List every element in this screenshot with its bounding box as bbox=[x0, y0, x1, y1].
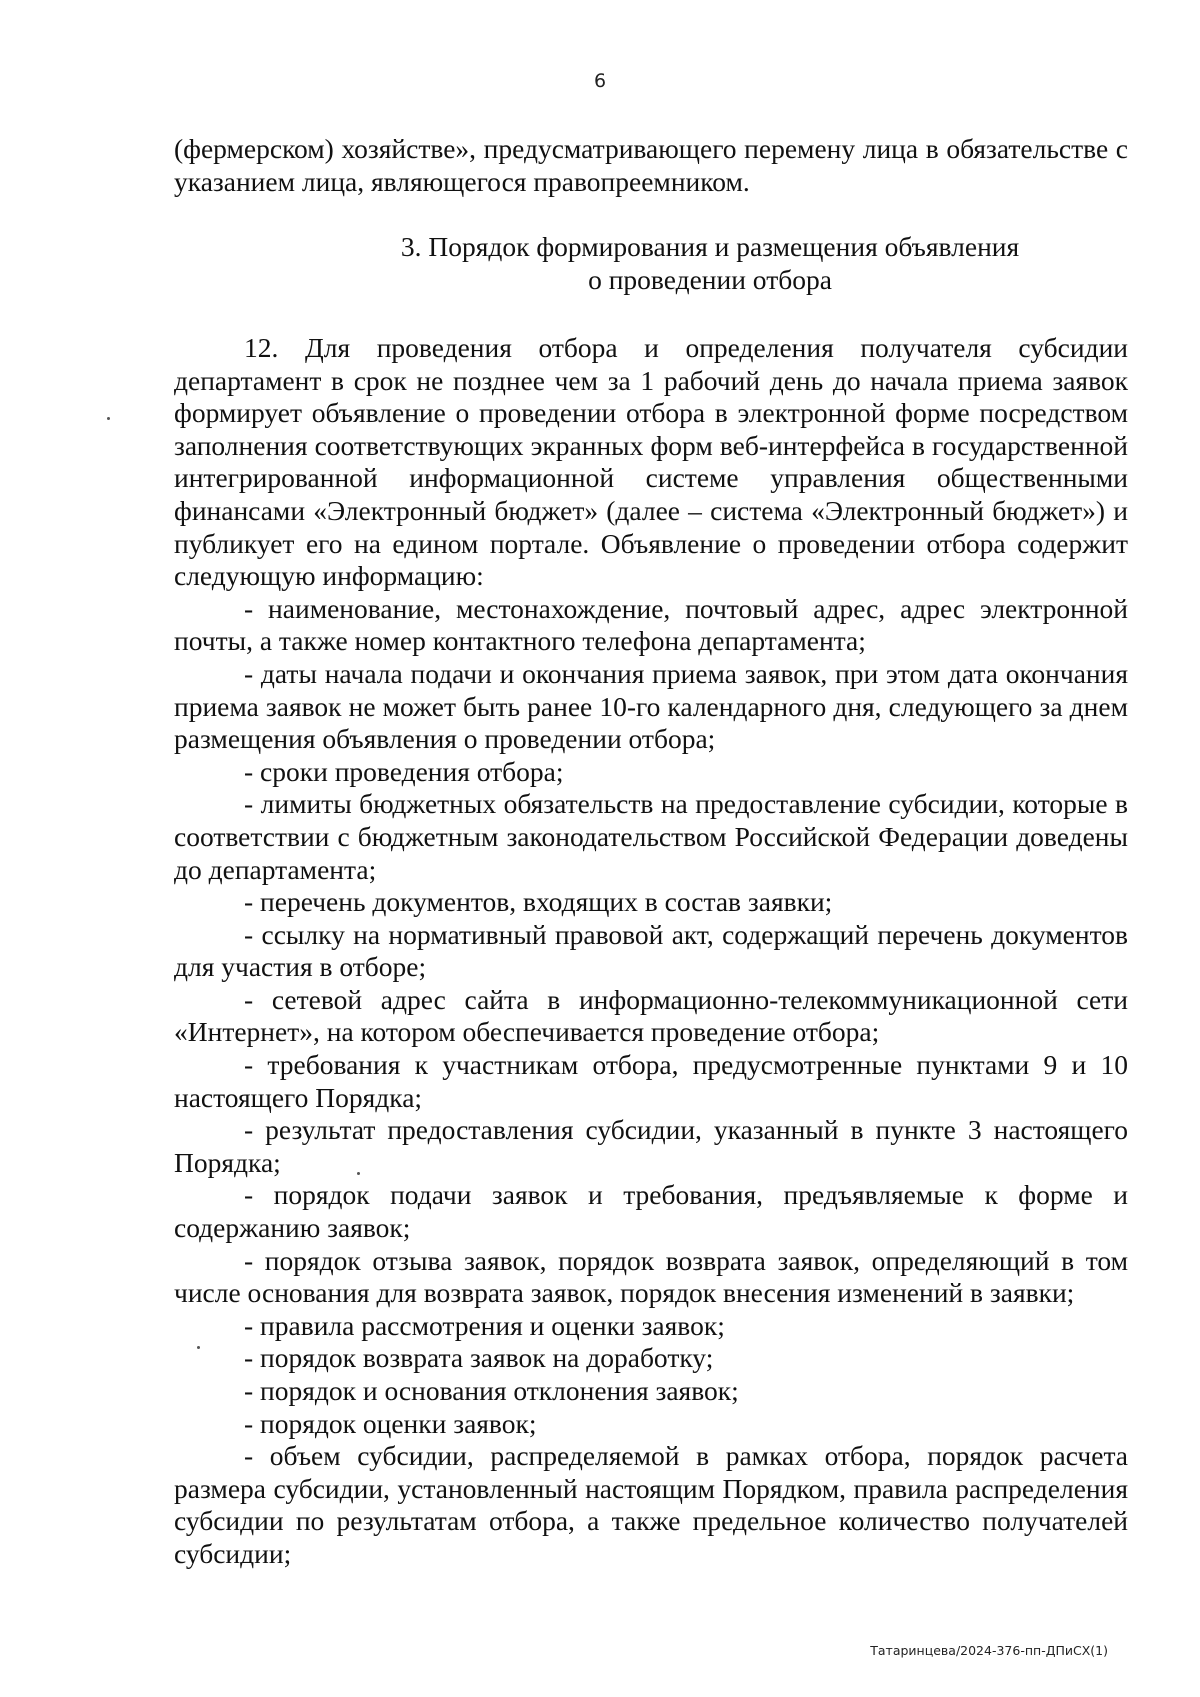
list-item: - даты начала подачи и окончания приема заявок, при этом дата окончания приема заявок не может быть ранее 10-го календарного дня, следующего за днем размещения объявления о проведении отбора; bbox=[174, 657, 1128, 755]
list-item: - сроки проведения отбора; bbox=[244, 755, 564, 787]
list-item: - правила рассмотрения и оценки заявок; bbox=[244, 1309, 725, 1341]
section-heading bbox=[300, 231, 1120, 296]
scan-speck bbox=[197, 1346, 200, 1349]
paragraph-12: 12. Для проведения отбора и определения получателя субсидии департамент в срок не позднее чем за 1 рабочий день до начала приема заявок формирует объявление о проведении отбора в электронной форме посредством заполнения соответствующих экранных форм веб-интерфейса в государственной интегрированной информационной системе управления общественными финансами «Электронный бюджет» (далее – система «Электронный бюджет») и публикует его на едином портале. Объявление о проведении отбора содержит следующую информацию: bbox=[174, 332, 1128, 592]
list-item: - порядок возврата заявок на доработку; bbox=[244, 1342, 714, 1374]
page-number: 6 bbox=[593, 70, 607, 92]
list-item: - лимиты бюджетных обязательств на предоставление субсидии, которые в соответствии с бюджетным законодательством Российской Федерации доведены до департамента; bbox=[174, 788, 1128, 885]
list-item: - наименование, местонахождение, почтовый адрес, адрес электронной почты, а также номер контактного телефона департамента; bbox=[174, 592, 1128, 657]
section-heading-line2: о проведении отбора bbox=[588, 263, 832, 295]
scan-speck bbox=[107, 417, 110, 420]
list-item: - порядок отзыва заявок, порядок возврата заявок, определяющий в том числе основания для возврата заявок, порядок внесения изменений в заявки; bbox=[174, 1244, 1128, 1309]
list-item: - требования к участникам отбора, предусмотренные пунктами 9 и 10 настоящего Порядка; bbox=[174, 1049, 1128, 1113]
list-item: - порядок оценки заявок; bbox=[244, 1407, 537, 1439]
list-item: - сетевой адрес сайта в информационно-телекоммуникационной сети «Интернет», на котором обеспечивается проведение отбора; bbox=[174, 983, 1128, 1048]
list-item: - порядок подачи заявок и требования, предъявляемые к форме и содержанию заявок; bbox=[174, 1179, 1128, 1244]
list-item: - объем субсидии, распределяемой в рамках отбора, порядок расчета размера субсидии, установленный настоящим Порядком, правила распределения субсидии по результатам отбора, а также предельное количество получателей субсидии; bbox=[174, 1440, 1128, 1569]
continuation-paragraph: (фермерском) хозяйстве», предусматривающего перемену лица в обязательстве с указанием лица, являющегося правопреемником. bbox=[174, 133, 1128, 197]
list-item: - ссылку на нормативный правовой акт, содержащий перечень документов для участия в отборе; bbox=[174, 918, 1128, 983]
document-reference-footer: Татаринцева/2024-376-пп-ДПиСХ(1) bbox=[870, 1643, 1108, 1658]
section-body bbox=[174, 332, 1128, 1571]
section-heading-line1: 3. Порядок формирования и размещения объявления bbox=[400, 231, 1020, 262]
scan-speck bbox=[357, 1172, 360, 1175]
list-item: - результат предоставления субсидии, указанный в пункте 3 настоящего Порядка; bbox=[174, 1114, 1128, 1178]
list-item: - порядок и основания отклонения заявок; bbox=[244, 1375, 739, 1406]
continuation-text bbox=[174, 133, 1128, 198]
list-item: - перечень документов, входящих в состав заявки; bbox=[244, 886, 833, 918]
